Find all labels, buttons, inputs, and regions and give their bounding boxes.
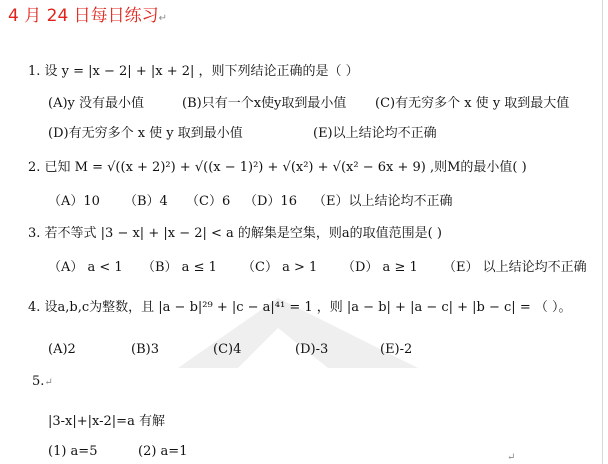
q2-option-e: （E）以上结论均不正确 [313,194,453,209]
q1-option-b: (B)只有一个x使y取到最小值 [182,96,347,111]
question-5-number: 5.↵ [32,374,53,389]
q5-line-1: |3-x|+|x-2|=a 有解 [48,414,165,429]
page-right-border [602,0,608,464]
q5-case-1: (1) a=5 [48,444,98,459]
q2-option-d: （D）16 [244,194,297,209]
q3-option-c: （C） a > 1 [242,260,318,275]
q3-option-d: （D） a ≥ 1 [342,260,418,275]
q2-option-a: （A）10 [48,194,100,209]
q4-option-d: (D)-3 [295,342,329,357]
q2-option-b: （B）4 [124,194,168,209]
q4-option-b: (B)3 [131,342,159,357]
q1-option-c: (C)有无穷多个 x 使 y 取到最大值 [375,96,570,111]
q3-option-a: （A） a < 1 [48,260,123,275]
question-4-stem: 4. 设a,b,c为整数，且 |a − b|²⁹ + |c − a|⁴¹ = 1 ，则 |a − b| + |a − c| + |b − c| = （ ）。 [28,300,572,315]
q1-option-e: (E)以上结论均不正确 [313,126,437,141]
q5-case-2: (2) a=1 [138,444,188,459]
page-title: 4 月 24 日每日练习↵ [8,6,168,26]
q2-option-c: （C）6 [186,194,231,209]
q4-option-e: (E)-2 [380,342,413,357]
q3-option-b: （B） a ≤ 1 [142,260,217,275]
question-1-stem: 1. 设 y = |x − 2| + |x + 2| ，则下列结论正确的是（ ） [28,64,359,79]
q1-option-d: (D)有无穷多个 x 使 y 取到最小值 [48,126,243,141]
q4-option-c: (C)4 [213,342,242,357]
q4-option-a: (A)2 [48,342,76,357]
q3-option-e: （E） 以上结论均不正确 [443,260,587,275]
q1-option-a: (A)y 没有最小值 [48,96,145,111]
end-return-mark: ↵ [507,452,516,463]
question-2-stem: 2. 已知 M = √((x + 2)²) + √((x − 1)²) + √(x²) + √(x² − 6x + 9) ,则M的最小值( ) [28,160,527,175]
question-3-stem: 3. 若不等式 |3 − x| + |x − 2| < a 的解集是空集，则a的取值范围是( ) [28,226,442,241]
